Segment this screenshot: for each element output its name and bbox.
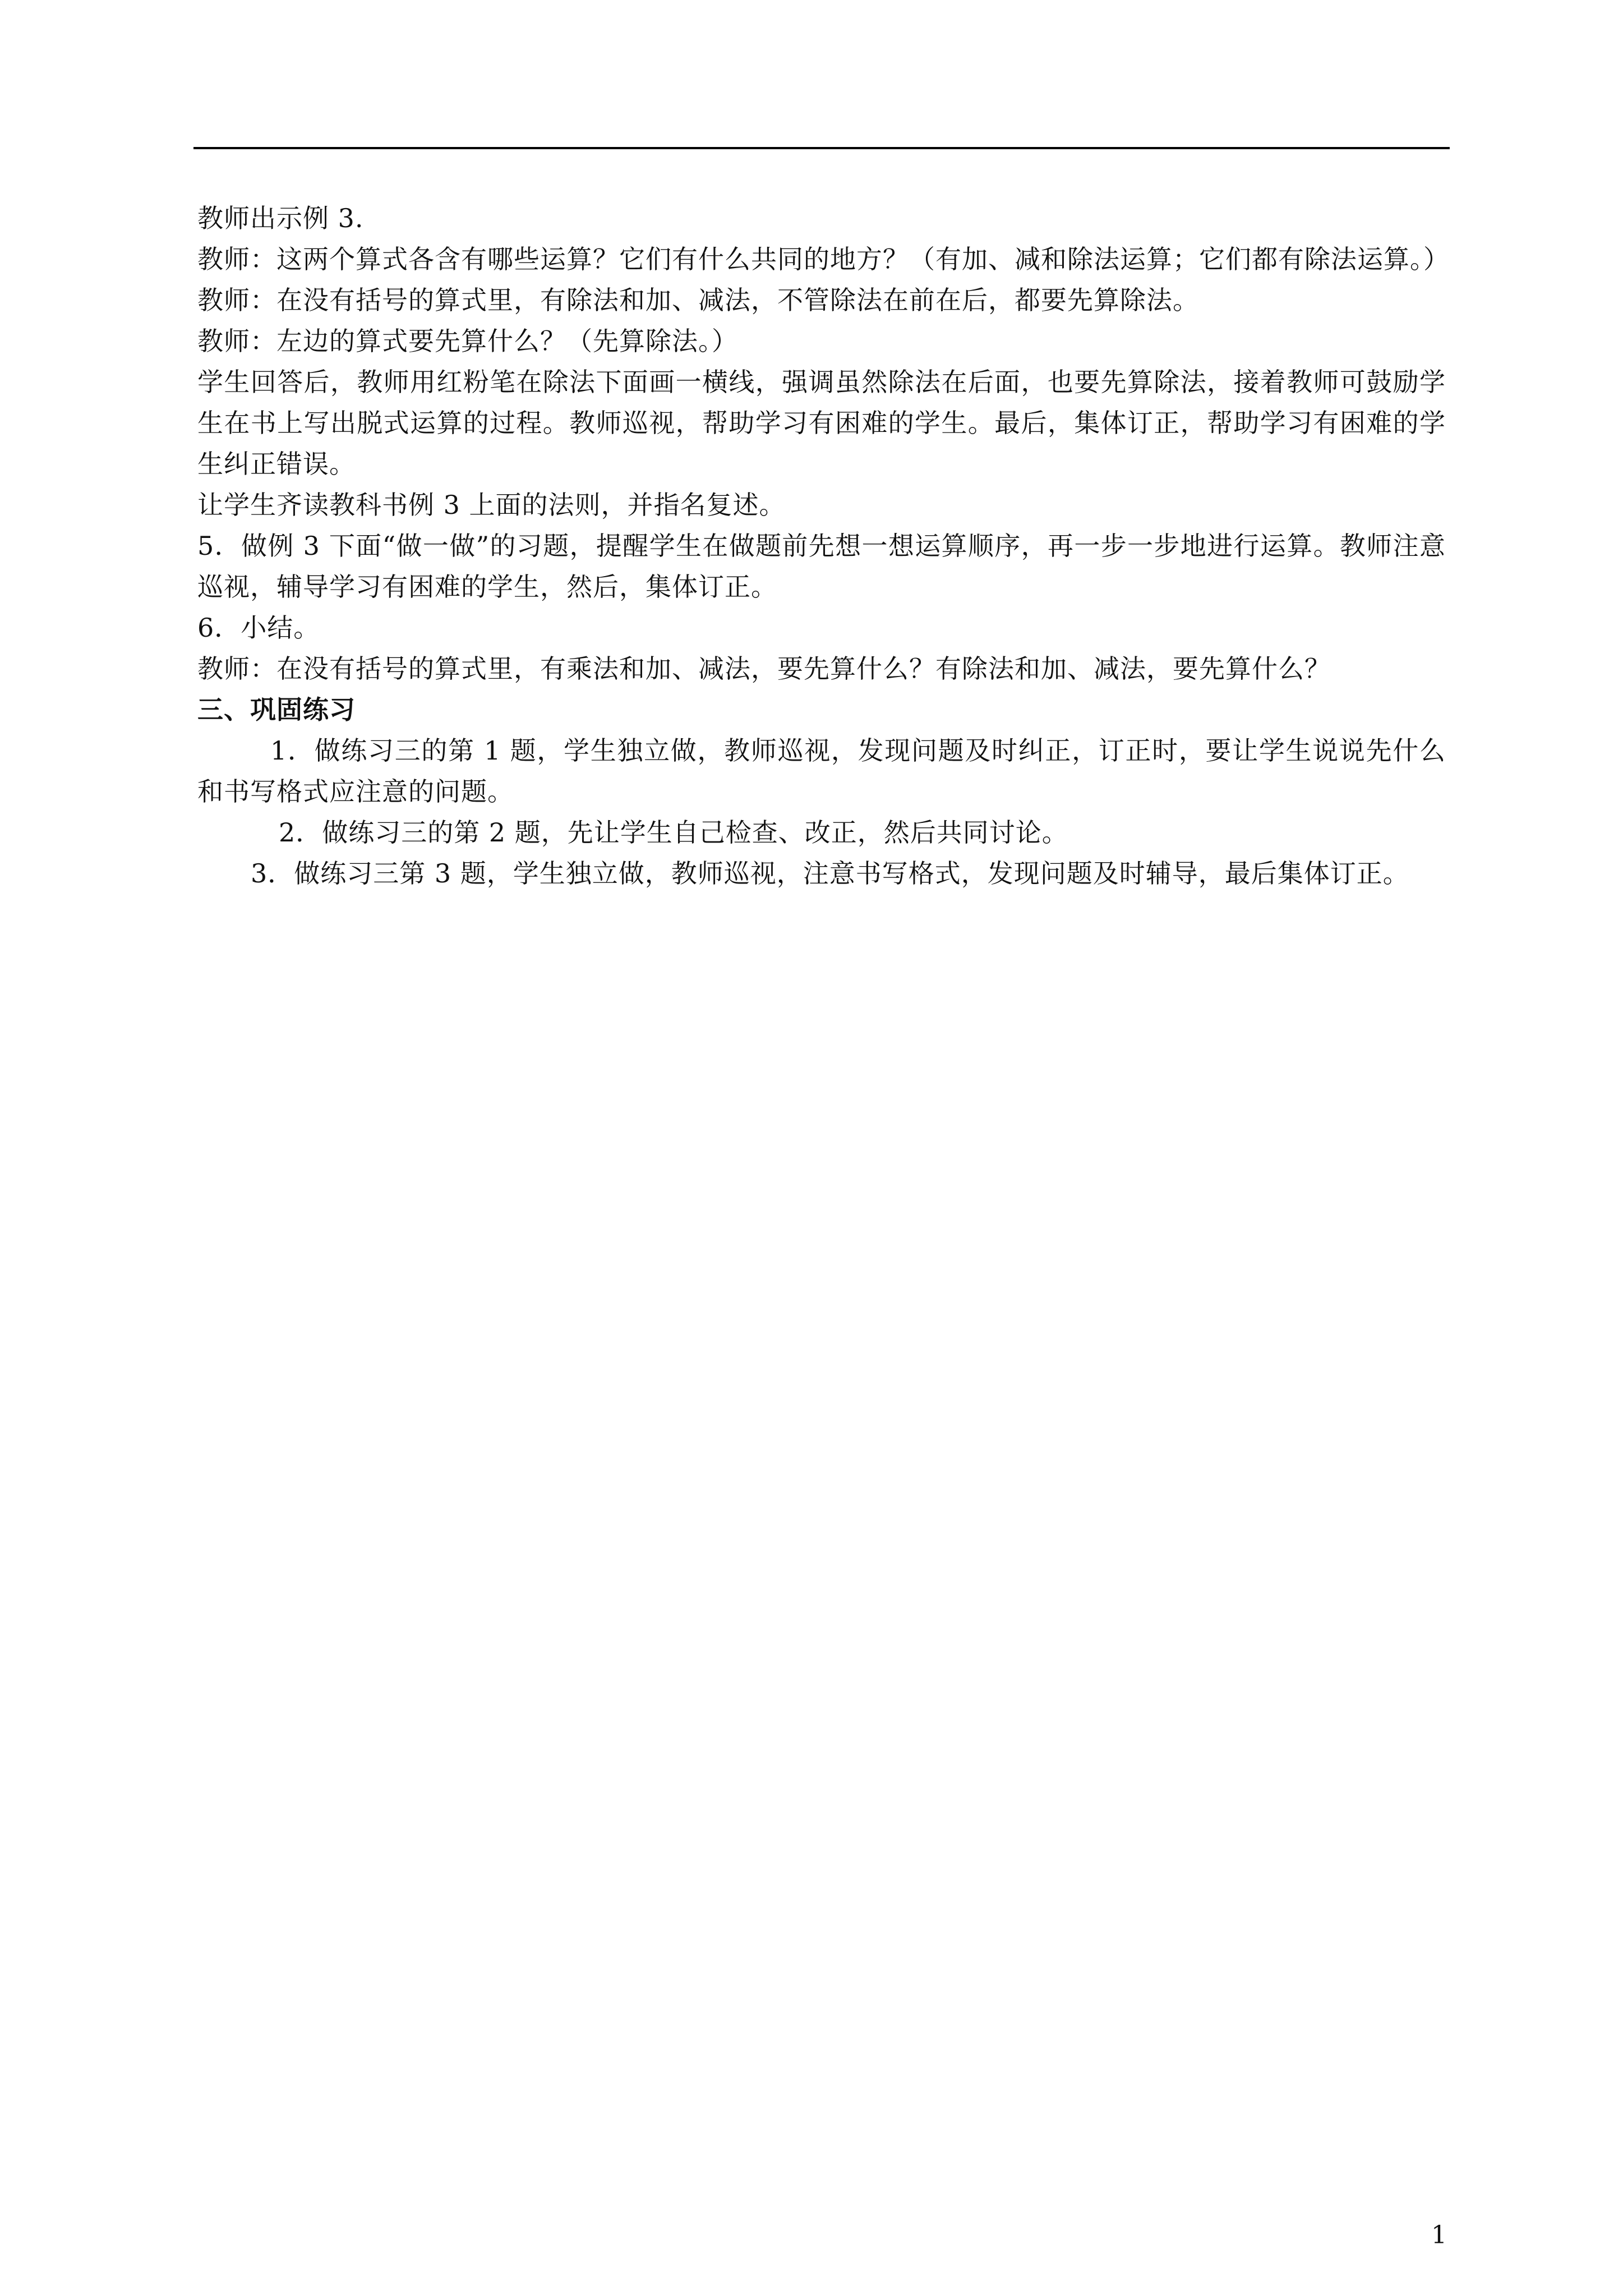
paragraph-read-rule: 让学生齐读教科书例 3 上面的法则，并指名复述。	[197, 490, 786, 520]
exercise-item-2: 2．做练习三的第 2 题，先让学生自己检查、改正，然后共同讨论。	[279, 817, 1068, 848]
paragraph-summary-question: 教师：在没有括号的算式里，有乘法和加、减法，要先算什么？有除法和加、减法，要先算什么？	[197, 654, 1331, 684]
paragraph-student-answer: 学生回答后，教师用红粉笔在除法下面画一横线，强调虽然除法在后面，也要先算除法，接着教师可鼓励学生在书上写出脱式运算的过程。教师巡视，帮助学习有困难的学生。最后，集体订正，帮助学习有困难的学生纠正错误。	[197, 367, 1446, 479]
paragraph-rule-statement: 教师：在没有括号的算式里，有除法和加、减法，不管除法在前在后，都要先算除法。	[197, 285, 1199, 315]
header-rule	[193, 147, 1450, 149]
exercise-item-1: 1．做练习三的第 1 题，学生独立做，教师巡视，发现问题及时纠正，订正时，要让学生说说先什么和书写格式应注意的问题。	[197, 735, 1446, 807]
paragraph-example-intro: 教师出示例 3.	[197, 203, 364, 233]
paragraph-step-5: 5．做例 3 下面“做一做”的习题，提醒学生在做题前先想一想运算顺序，再一步一步地进行运算。教师注意巡视，辅导学习有困难的学生，然后，集体订正。	[197, 531, 1446, 602]
page-number: 1	[1431, 2221, 1447, 2249]
exercise-item-3: 3．做练习三第 3 题，学生独立做，教师巡视，注意书写格式，发现问题及时辅导，最后集体订正。	[251, 858, 1409, 889]
paragraph-step-6: 6．小结。	[197, 613, 320, 643]
paragraph-teacher-question: 教师：这两个算式各含有哪些运算？它们有什么共同的地方？（有加、减和除法运算；它们都有除法运算。）	[197, 244, 1450, 274]
paragraph-left-expression: 教师：左边的算式要先算什么？（先算除法。）	[197, 326, 738, 356]
section-heading: 三、巩固练习	[197, 694, 356, 725]
document-body	[197, 198, 1450, 894]
